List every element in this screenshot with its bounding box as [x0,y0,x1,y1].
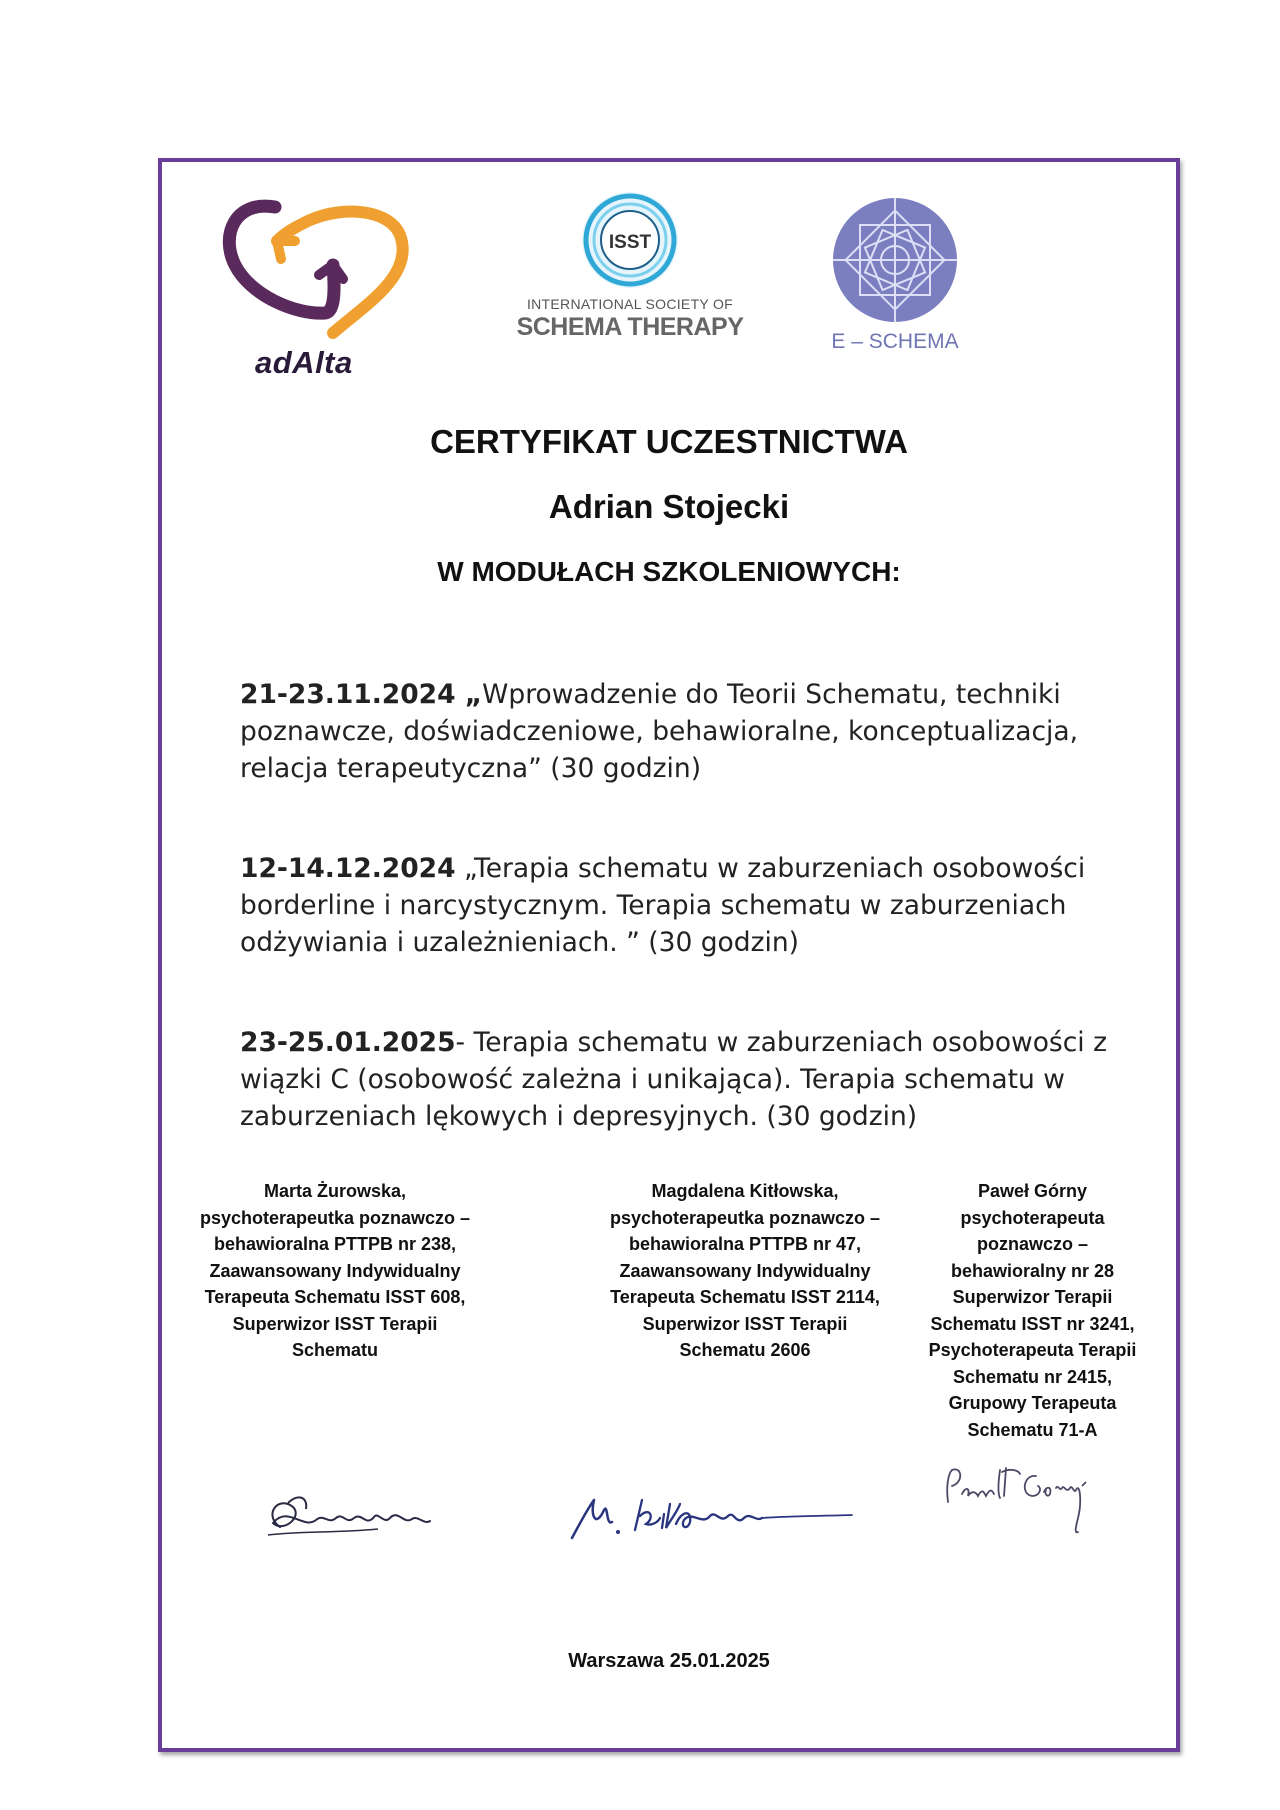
signature-gorny-icon [940,1462,1110,1542]
module-1 [240,676,1140,787]
signer-1 [185,1178,485,1364]
signer-line: Schematu ISST nr 3241, [930,1313,1135,1334]
footer-place-date: Warszawa 25.01.2025 [568,1650,770,1672]
isst-line-1: INTERNATIONAL SOCIETY OF [526,296,734,312]
signer-line: poznawczo – [976,1234,1088,1254]
adalta-logo-text: adAlta [255,345,353,380]
signer-line: Superwizor Terapii [952,1287,1113,1307]
signer-line: Superwizor ISST Terapii [642,1313,848,1334]
signer-line: behawioralna PTTPB nr 238, [213,1234,457,1254]
e-schema-logo [820,195,970,355]
signer-line: Schematu 2606 [679,1340,811,1360]
isst-line-2: SCHEMA THERAPY [516,313,744,341]
module-3-text: - Terapia schematu w zaburzeniach osobowości z wiązki C (osobowość zależna i unikająca). Terapia schematu w zaburzeniach lękowych i depresyjnych. (30 godzin) [240,1027,1108,1132]
signer-line: Psychoterapeuta Terapii [928,1340,1137,1360]
signer-line: Schematu [291,1340,379,1360]
signer-line: behawioralny nr 28 [950,1260,1115,1281]
module-1-date: 21-23.11.2024 „ [240,679,483,710]
signer-line: psychoterapeutka poznawczo – [609,1207,881,1228]
signer-line: Grupowy Terapeuta [948,1393,1117,1413]
signer-line: Terapeuta Schematu ISST 2114, [610,1287,880,1307]
e-schema-logo-text: E – SCHEMA [831,330,959,353]
signer-line: psychoterapeutka poznawczo – [199,1207,471,1228]
recipient-name: Adrian Stojecki [548,488,790,525]
signer-line: Zaawansowany Indywidualny [209,1260,461,1281]
certificate-subtitle: W MODUŁACH SZKOLENIOWYCH: [437,556,901,587]
signer-line: Schematu nr 2415, [952,1366,1113,1387]
module-2-text: „Terapia schematu w zaburzeniach osobowości borderline i narcystycznym. Terapia schematu w zaburzeniach odżywiania i uzależnieniach. ” (30 godzin) [240,853,1086,958]
isst-badge-text: ISST [608,232,652,253]
module-2 [240,850,1140,961]
signature-kitlowska-icon [560,1488,860,1548]
certificate-title: CERTYFIKAT UCZESTNICTWA [430,423,908,460]
signer-3 [910,1178,1155,1443]
module-3-date: 23-25.01.2025 [240,1027,456,1058]
adalta-heart-arrow-icon [215,195,425,345]
module-2-date: 12-14.12.2024 [240,853,456,884]
signer-line: Marta Żurowska, [263,1181,407,1201]
signer-line: Superwizor ISST Terapii [232,1313,438,1334]
signer-line: Paweł Górny [977,1181,1088,1201]
signer-2 [595,1178,895,1364]
signature-zurowska-icon [258,1485,438,1545]
e-schema-geometric-icon [820,195,970,325]
signer-line: psychoterapeuta [960,1207,1105,1228]
signer-line: Zaawansowany Indywidualny [619,1260,871,1281]
adalta-logo [215,195,425,390]
module-1-text: Wprowadzenie do Teorii Schematu, techniki poznawcze, doświadczeniowe, behawioralne, konceptualizacja, relacja terapeutyczna” (30 godzin) [240,679,1079,784]
module-3 [240,1024,1140,1135]
isst-circle-icon [505,188,755,293]
signer-line: Terapeuta Schematu ISST 608, [204,1287,466,1307]
signer-line: Schematu 71-A [967,1419,1098,1440]
signer-line: Magdalena Kitłowska, [651,1181,839,1201]
signer-line: behawioralna PTTPB nr 47, [628,1234,862,1254]
isst-logo [505,188,755,348]
